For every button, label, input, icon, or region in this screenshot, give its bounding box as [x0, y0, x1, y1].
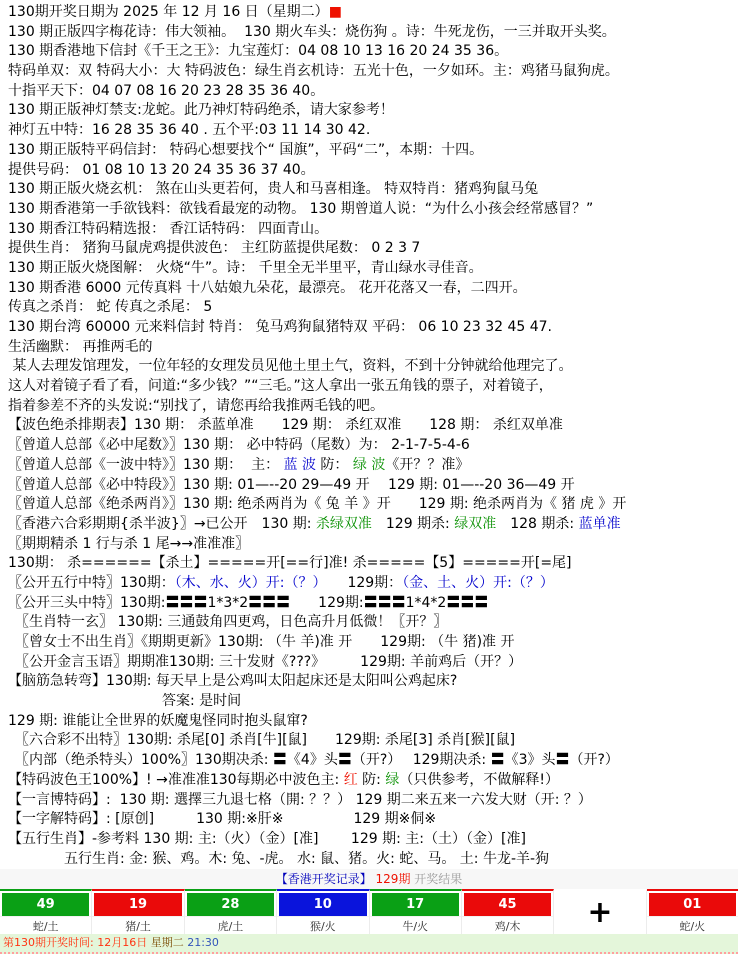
tips-line: 130 期正版特平码信封： 特码心想要找个“ 国旗”，平码“二”，本期：十四。: [8, 141, 484, 158]
result-ball-cell: [92, 889, 184, 934]
tips-line: 130 期香港 6000 元传真料 十八姑娘九朵花，最漂亮。 花开花落又一春，二四开。: [8, 279, 527, 296]
tips-line: 〖六合彩不出特〗130期: 杀尾[0] 杀肖[牛][鼠] 129期: 杀尾[3] 杀肖[猴][鼠]: [8, 732, 516, 749]
tips-line: 130 期台湾 60000 元来料信封 特肖： 兔马鸡狗鼠猪特双 平码： 06 10 23 32 45 47.: [8, 319, 552, 335]
result-ball-number: 17: [372, 893, 459, 916]
tips-line: 〖曾女士不出生肖〗《期期更新》130期: （牛 羊)准 开 129期: （牛 猪)准 开: [8, 634, 515, 650]
tips-line: 〖曾道人总部《必中特段》〗130 期: 01—--20 29—49 开 129 期: 01—--20 36—49 开: [8, 476, 575, 493]
result-ball-cell: [277, 889, 369, 934]
results-period: 129期: [371, 872, 415, 887]
result-ball-label: 牛/火: [370, 916, 461, 934]
tips-line: 答案: 是时间: [8, 693, 242, 710]
result-ball-label: 猪/土: [92, 916, 183, 934]
plus-icon: +: [587, 895, 613, 931]
tips-line: 〖公开金言玉语〗期期准130期: 三十发财《???》 129期: 羊前鸡后（开？）: [8, 653, 523, 670]
result-ball-label: 蛇/土: [0, 916, 91, 934]
next-draw-time: 21:30: [187, 936, 219, 950]
tips-line: 【波色绝杀排期表】130 期： 杀蓝单准 129 期： 杀红双准 128 期： 杀红双单准: [8, 417, 563, 434]
tips-line: 【一字解特码】: [原创] 130 期:※肝※ 129 期※侗※: [8, 811, 437, 828]
next-draw-info: [0, 934, 738, 954]
tips-line: 神灯五中特：16 28 35 36 40 . 五个平:03 11 14 30 42.: [8, 122, 371, 139]
tips-line: 【五行生肖】-参考料 130 期: 主:（火）（金）[准] 129 期: 主:（土）（金）[准]: [8, 830, 526, 847]
tips-line: 【一言博特码】: 130 期: 選擇三九退七格（開: ？？） 129 期二来五来一六发大财（开: ？）: [8, 791, 592, 808]
result-ball-number: 19: [94, 893, 181, 916]
next-draw-date: 12月16日: [97, 936, 151, 950]
result-ball-label: 猴/火: [277, 916, 368, 934]
tips-line: 五行生肖: 金: 猴、鸡。木: 兔、-虎。 水: 鼠、猪。火: 蛇、马。 土: 牛龙-羊-狗: [8, 850, 550, 867]
tips-line: 〖公开三头中特〗130期:〓〓〓1*3*2〓〓〓 129期:〓〓〓1*4*2〓〓〓: [8, 594, 489, 611]
result-ball-label: 鸡/木: [462, 916, 553, 934]
tips-line: 〖期期精杀 1 行与杀 1 尾→→准准准〗: [8, 535, 250, 552]
tips-line: 传真之杀肖： 蛇 传真之杀尾： 5: [8, 299, 213, 316]
result-ball-cell: [185, 889, 277, 934]
result-ball-label: 蛇/火: [647, 916, 738, 934]
tips-line: 提供生肖： 猪狗马鼠虎鸡提供波色： 主红防蓝提供尾数： 0 2 3 7: [8, 240, 421, 257]
result-ball-label: 虎/土: [185, 916, 276, 934]
tips-line: 130 期正版神灯禁支:龙蛇。此乃神灯特码绝杀，请大家参考！: [8, 102, 394, 119]
plus-separator-cell: [554, 889, 646, 934]
result-ball-cell: [462, 889, 554, 934]
result-ball-number: 10: [279, 893, 366, 916]
tips-line: 〖曾道人总部《必中尾数》〗130 期： 必中特码（尾数）为： 2-1-7-5-4-6: [8, 437, 470, 454]
result-ball-number: 45: [464, 893, 551, 916]
results-section: [0, 869, 738, 954]
tips-line: 129 期: 谁能让全世界的妖魔鬼怪同时抱头鼠窜?: [8, 712, 308, 729]
tips-line: 〖内部（绝杀特头）100%〗130期决杀: 〓《4》头〓（开?） 129期决杀: 〓《3》头〓（开?）: [8, 752, 619, 769]
tips-line: 130 期正版火烧玄机： 煞在山头更若何，贵人和马喜相逢。 特双特肖：猪鸡狗鼠马兔: [8, 181, 539, 198]
next-draw-weekday: 星期二: [150, 936, 188, 950]
tips-line: 130 期正版火烧图解： 火烧“牛”。诗： 千里全无半里平，青山绿水寻佳音。: [8, 259, 483, 276]
tips-line: 生活幽默： 再推两毛的: [8, 338, 153, 355]
next-draw-label: 第130期开奖时间:: [3, 936, 98, 950]
tips-line: 130 期正版四字梅花诗：伟大领袖。 130 期火车头：烧伤狗 。诗：牛死龙伤，一三并取开头奖。: [8, 23, 616, 40]
tips-line: 130 期香港第一手欲钱料：欲钱看最宠的动物。 130 期曾道人说：“为什么小孩会经常感冒？”: [8, 200, 594, 217]
results-header: [0, 869, 738, 889]
results-header-suffix: 开奖结果: [414, 872, 463, 887]
result-ball-cell: [0, 889, 92, 934]
tips-line: 十指平天下：04 07 08 16 20 23 28 35 36 40。: [8, 82, 325, 99]
results-ball-row: [0, 889, 738, 934]
tips-line: 指着参差不齐的头发说:“别找了，请您再给我推两毛钱的吧。: [8, 397, 384, 414]
results-record-link[interactable]: 【香港开奖记录】: [275, 872, 372, 887]
result-ball-cell: [370, 889, 462, 934]
tips-line: 130 期香港地下信封《千王之王》：九宝莲灯：04 08 10 13 16 20 24 35 36。: [8, 43, 509, 60]
tips-line: 〖公开五行中特〗130期：（木、水、火）开:（？） 129期：（金、土、火）开:（？）: [8, 574, 554, 591]
tips-line: 130期开奖日期为 2025 年 12 月 16 日（星期二）■: [8, 4, 342, 20]
tips-line: 〖生肖特一玄〗 130期: 三通鼓角四更鸡，日色高升月低微！〖开？〗: [8, 614, 448, 631]
tips-line: 〖曾道人总部《一波中特》〗130 期： 主： 蓝 波 防： 绿 波《开？？准》: [8, 456, 470, 473]
tips-line: 〖香港六合彩期期{杀半波}〗→已公开 130 期: 杀绿双准 129 期杀: 绿双准 128 期杀: 蓝单准: [8, 515, 621, 532]
tips-line: 特码单双：双 特码大小：大 特码波色：绿生肖玄机诗：五光十色，一夕如环。主：鸡猪马鼠狗虎。: [8, 63, 619, 80]
tips-line: 【特码波色王100%】! →准准准130每期必中波色主: 红 防: 绿（只供参考，不做解释!）: [8, 771, 559, 788]
tips-line: 某人去理发馆理发，一位年轻的女理发员见他土里土气，资料，不到十分钟就给他理完了。: [8, 358, 573, 375]
result-ball-number: 01: [649, 893, 736, 916]
result-ball-number: 49: [2, 893, 89, 916]
tips-line: 提供号码： 01 08 10 13 20 24 35 36 37 40。: [8, 161, 315, 178]
tips-line: 〖曾道人总部《绝杀两肖》〗130 期: 绝杀两肖为《 兔 羊 》开 129 期: 绝杀两肖为《 猪 虎 》开: [8, 496, 627, 513]
result-ball-cell: [647, 889, 738, 934]
result-ball-number: 28: [187, 893, 274, 916]
tips-line: 130 期香江特码精选报： 香江话特码： 四面青山。: [8, 220, 329, 237]
tips-line: 这人对着镜子看了看，问道:“多少钱？”“三毛。”这人拿出一张五角钱的票子，对着镜子，: [8, 378, 553, 395]
tips-line: 130期： 杀======【杀土】=====开[==行]准! 杀=====【5】=====开[=尾]: [8, 555, 572, 572]
tips-line: 【脑筋急转弯】130期: 每天早上是公鸡叫太阳起床还是太阳叫公鸡起床?: [8, 673, 458, 690]
